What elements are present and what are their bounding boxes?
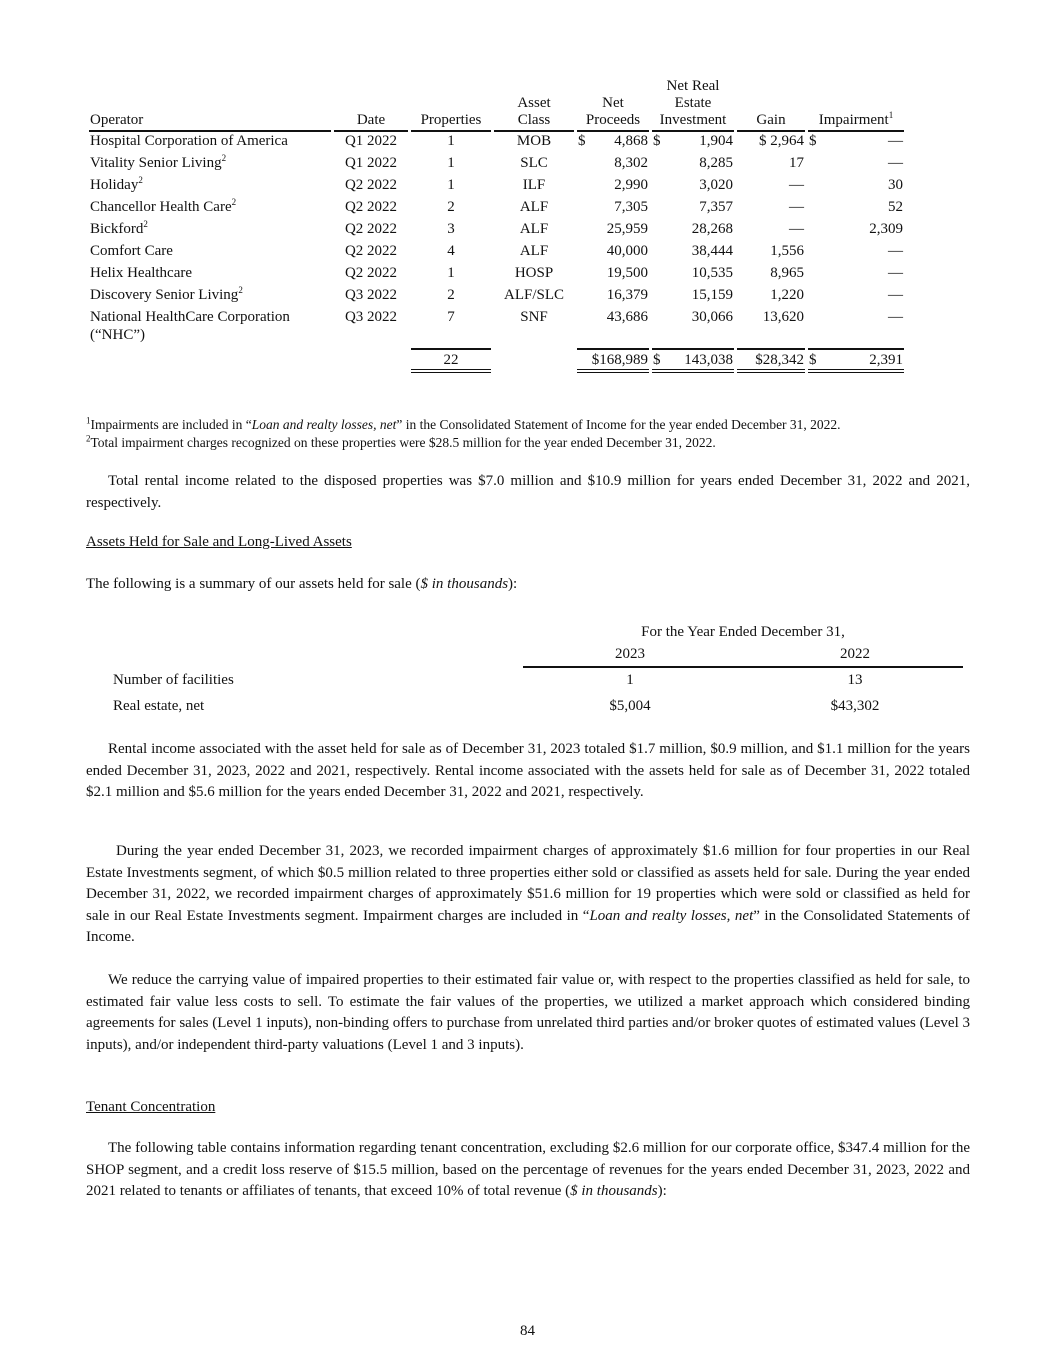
total-net-proceeds: $168,989 (577, 348, 649, 373)
ahfs-cell: $5,004 (609, 698, 651, 714)
ahfs-cell: 13 (847, 672, 863, 688)
cell-properties: 4 (447, 243, 455, 259)
cell-operator: Helix Healthcare (90, 265, 193, 281)
col-gain: Gain (737, 78, 805, 132)
cell-operator: Bickford$^2$ (90, 219, 148, 237)
cell-properties: 2 (447, 287, 455, 303)
cell-asset-class: ILF (522, 177, 546, 193)
cell-asset-class: ALF/SLC (503, 287, 564, 303)
cell-properties: 1 (447, 177, 455, 193)
ahfs-cell: $43,302 (830, 698, 880, 714)
col-asset-class: Asset Class (494, 78, 574, 132)
cell-operator: Comfort Care (90, 243, 173, 259)
cell-impairment: $ — (809, 133, 903, 149)
cell-properties: 1 (447, 133, 455, 149)
total-nrei: $ 143,038 (652, 348, 734, 373)
total-impairment: $ 2,391 (808, 348, 904, 373)
cell-net-proceeds: 16,379 (606, 287, 648, 303)
col-nrei: Net Real Estate Investment (652, 78, 734, 132)
cell-properties: 1 (447, 155, 455, 171)
dispositions-table (86, 78, 907, 373)
cell-net-proceeds: 7,305 (614, 199, 648, 215)
table-header-row (89, 78, 904, 132)
table-row (89, 308, 904, 348)
heading-tenant-concentration: Tenant Concentration (86, 1099, 216, 1115)
footnote-2: $^2$Total impairment charges recognized on these properties were $28.5 million for the year ended December 31, 2022. (86, 433, 716, 450)
table-row (89, 220, 904, 242)
table-row (89, 198, 904, 220)
cell-date: Q3 2022 (344, 309, 398, 325)
cell-nrei: 30,066 (691, 309, 733, 325)
cell-gain: 1,220 (770, 287, 804, 303)
total-properties: 22 (411, 348, 491, 373)
cell-asset-class: SNF (520, 309, 548, 325)
cell-net-proceeds: 43,686 (606, 309, 648, 325)
cell-gain: 17 (789, 155, 804, 171)
cell-gain: 8,965 (770, 265, 804, 281)
ahfs-row-label: Number of facilities (113, 672, 234, 688)
cell-nrei: 7,357 (699, 199, 733, 215)
col-operator: Operator (89, 78, 331, 132)
cell-nrei: 10,535 (691, 265, 733, 281)
paragraph-ahfs-intro: The following is a summary of our assets held for sale ($ in thousands): (86, 576, 518, 592)
table-row (89, 286, 904, 308)
cell-operator: Hospital Corporation of America (90, 133, 288, 149)
ahfs-cell: 1 (626, 672, 634, 688)
paragraph-tenant: The following table contains information regarding tenant concentration, excluding $2.6 million for our corporate office, $347.4 million for the SHOP segment, and a credit loss reserve of $15.5 million, based on the percentage of revenues for the years ended December 31, 2023, 2022 and 2021 related to tenants or affiliates of tenants, that exceed 10% of total revenue ($ in thousands): (86, 1140, 970, 1200)
cell-impairment: — (888, 287, 903, 303)
cell-gain: — (789, 221, 804, 237)
heading-assets-held-for-sale: Assets Held for Sale and Long-Lived Assets (86, 534, 352, 550)
ahfs-header-rule (523, 666, 963, 668)
footnote-1: $^1$Impairments are included in “Loan and realty losses, net” in the Consolidated Statement of Income for the year ended December 31, 2022. (86, 415, 841, 432)
cell-net-proceeds: 40,000 (606, 243, 648, 259)
cell-asset-class: HOSP (514, 265, 554, 281)
cell-date: Q3 2022 (344, 287, 398, 303)
table-row (89, 242, 904, 264)
cell-asset-class: ALF (519, 243, 549, 259)
col-net-proceeds: Net Proceeds (577, 78, 649, 132)
cell-date: Q1 2022 (344, 133, 398, 149)
cell-operator: Chancellor Health Care$^2$ (90, 197, 237, 215)
cell-operator: Vitality Senior Living$^2$ (90, 153, 227, 171)
cell-impairment: — (888, 155, 903, 171)
ahfs-year-2023: 2023 (615, 646, 645, 662)
cell-properties: 1 (447, 265, 455, 281)
ahfs-year-2022: 2022 (840, 646, 870, 662)
table-row (89, 176, 904, 198)
cell-asset-class: MOB (516, 133, 552, 149)
cell-nrei: $ 1,904 (653, 133, 733, 149)
cell-gain: $ 2,964 (759, 133, 804, 149)
cell-impairment: 2,309 (869, 221, 903, 237)
total-gain: $28,342 (737, 348, 805, 373)
cell-nrei: 15,159 (691, 287, 733, 303)
cell-net-proceeds: 8,302 (614, 155, 648, 171)
cell-date: Q2 2022 (344, 265, 398, 281)
cell-properties: 7 (447, 309, 455, 325)
col-impairment: Impairment$^1$ (808, 78, 904, 132)
cell-asset-class: ALF (519, 199, 549, 215)
cell-net-proceeds: 2,990 (614, 177, 648, 193)
cell-properties: 2 (447, 199, 455, 215)
cell-nrei: 8,285 (699, 155, 733, 171)
cell-date: Q2 2022 (344, 199, 398, 215)
cell-net-proceeds: 19,500 (606, 265, 648, 281)
cell-date: Q2 2022 (344, 177, 398, 193)
col-properties: Properties (411, 78, 491, 132)
cell-gain: — (789, 177, 804, 193)
cell-date: Q2 2022 (344, 243, 398, 259)
cell-impairment: — (888, 309, 903, 325)
cell-asset-class: SLC (520, 155, 548, 171)
cell-net-proceeds: $ 4,868 (578, 133, 648, 149)
table-row (89, 264, 904, 286)
cell-impairment: 52 (888, 199, 903, 215)
cell-nrei: 28,268 (691, 221, 733, 237)
paragraph-fair-value: We reduce the carrying value of impaired properties to their estimated fair value or, with respect to the properties classified as held for sale, to estimated fair value less costs to sell. To estimate the fair values of the properties, we utilized a market approach which considered binding agreements for sales (Level 1 inputs), non-binding offers to purchase from unrelated third parties and/or broker quotes of estimated values (Level 3 inputs), and/or independent third-party valuations (Level 1 and 3 inputs). (86, 972, 970, 1053)
ahfs-header: For the Year Ended December 31, (641, 624, 845, 640)
cell-operator: Discovery Senior Living$^2$ (90, 285, 243, 303)
cell-impairment: — (888, 265, 903, 281)
paragraph-rental-ahfs: Rental income associated with the asset held for sale as of December 31, 2023 totaled $1.7 million, $0.9 million, and $1.1 million for the years ended December 31, 2023, 2022 and 2021, respectively. Rental income associated with the assets held for sale as of December 31, 2022 totaled $2.1 million and $5.6 million for the years ended December 31, 2022 and 2021, respectively. (86, 741, 970, 801)
table-row (89, 132, 904, 154)
cell-operator: Holiday$^2$ (90, 175, 143, 193)
cell-operator: National HealthCare Corporation (“NHC”) (90, 309, 290, 343)
cell-gain: 1,556 (770, 243, 804, 259)
paragraph-impairment: During the year ended December 31, 2023, we recorded impairment charges of approximately $1.6 million for four properties in our Real Estate Investments segment, of which $0.5 million related to three properties either sold or classified as assets held for sale. During the year ended December 31, 2022, we recorded impairment charges of approximately $51.6 million for 19 properties which were sold or classified as held for sale in our Real Estate Investments segment. Impairment charges are included in “Loan and realty losses, net” in the Consolidated Statements of Income. (86, 843, 971, 946)
cell-impairment: — (888, 243, 903, 259)
cell-nrei: 3,020 (699, 177, 733, 193)
cell-net-proceeds: 25,959 (606, 221, 648, 237)
paragraph-rental-income: Total rental income related to the disposed properties was $7.0 million and $10.9 million for years ended December 31, 2022 and 2021, respectively. (86, 473, 970, 511)
cell-date: Q2 2022 (344, 221, 398, 237)
cell-gain: — (789, 199, 804, 215)
col-date: Date (334, 78, 408, 132)
page-number: 84 (520, 1323, 535, 1339)
cell-nrei: 38,444 (691, 243, 733, 259)
total-row (89, 348, 904, 373)
table-row (89, 154, 904, 176)
cell-date: Q1 2022 (344, 155, 398, 171)
cell-properties: 3 (447, 221, 455, 237)
cell-impairment: 30 (888, 177, 903, 193)
cell-gain: 13,620 (762, 309, 804, 325)
cell-asset-class: ALF (519, 221, 549, 237)
ahfs-row-label: Real estate, net (113, 698, 205, 714)
